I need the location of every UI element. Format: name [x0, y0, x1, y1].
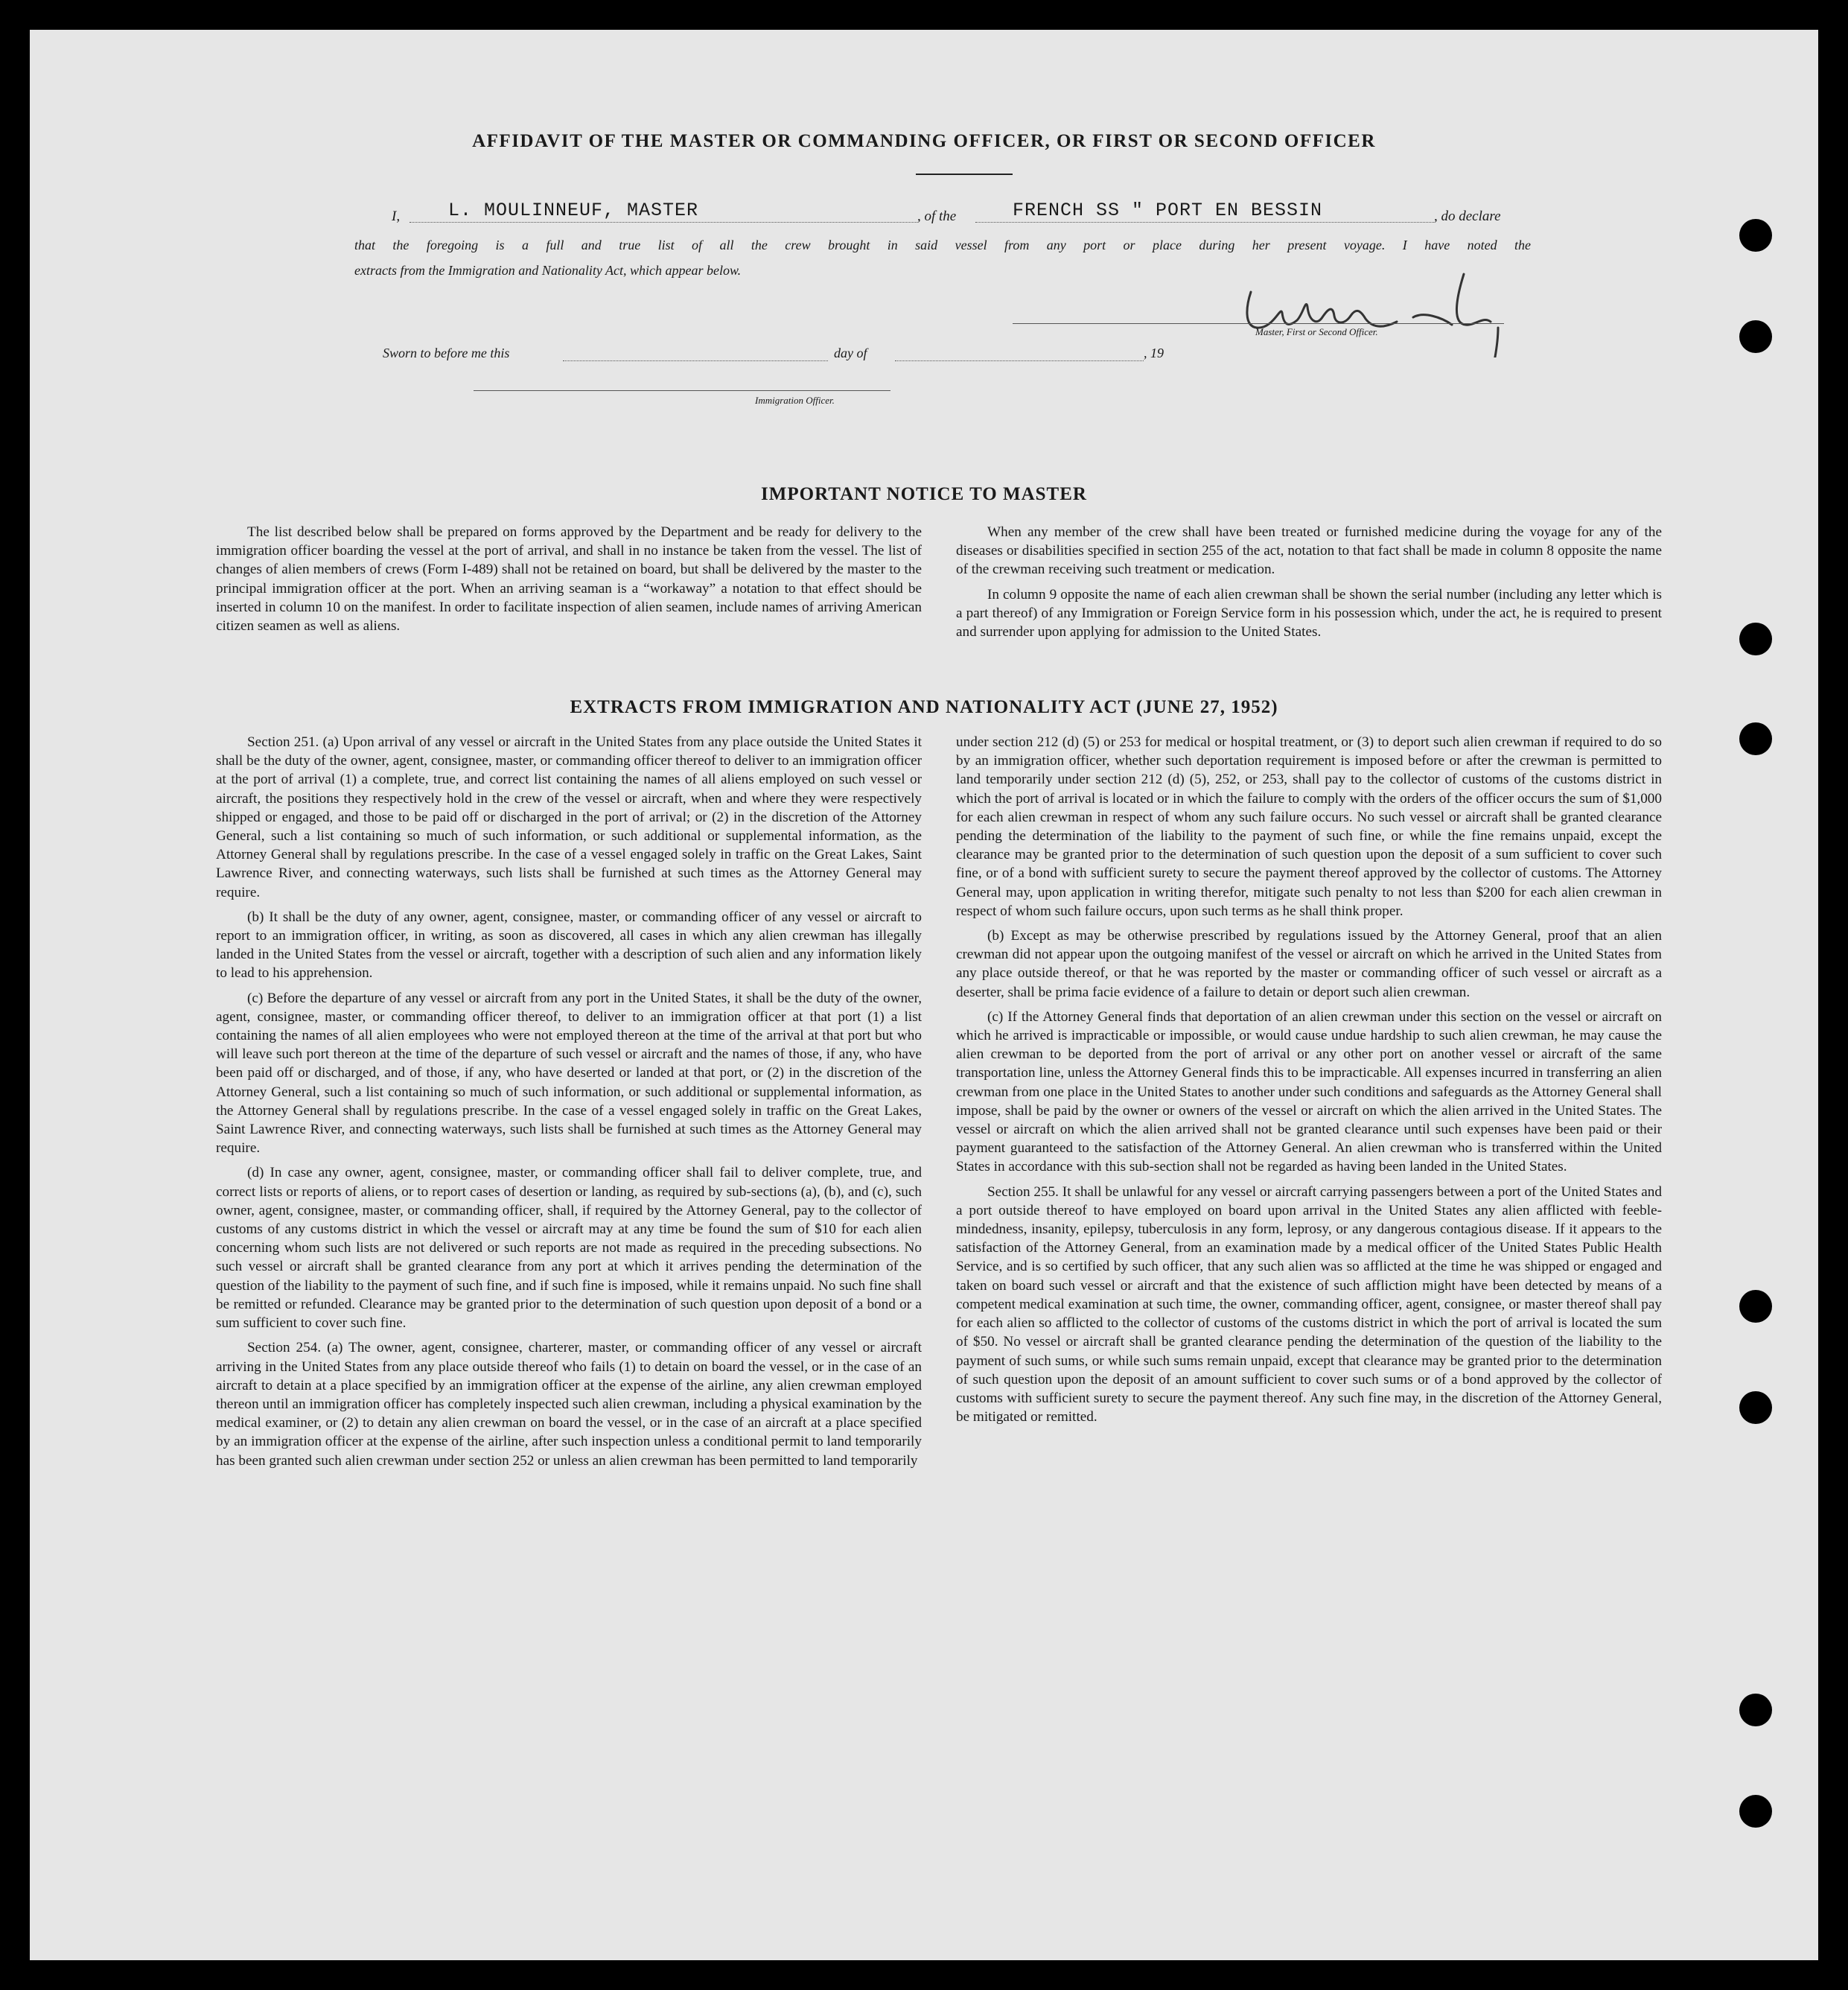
- statement-line-1: that the foregoing is a full and true list of all the crew brought in said vessel from any port or place during her present voyage. I have noted the: [354, 238, 1531, 252]
- year-label: , 19: [1144, 346, 1164, 360]
- notice-right-paragraph-2: In column 9 opposite the name of each alien crewman shall be shown the serial number (including any letter which is a part thereof) of any Immigration or Foreign Service form in his possession which, under the act, he is required to present and surrender upon applying for admission to the United States.: [956, 586, 1662, 640]
- section-255: Section 255. It shall be unlawful for any vessel or aircraft carrying passengers between a port of the United States and a port outside thereof to have employed on board upon arrival in the United States any alien afflicted with feeble-mindedness, insanity, epilepsy, tuberculosis in any form, leprosy, or any dangerous contagious disease. If it appears to the satisfaction of the Attorney General, from an examination made by a medical officer of the United States Public Health Service, and is so certified by such officer, that any such alien was so afflicted at the time he was shipped or engaged and taken on board such vessel or aircraft and that the existence of such affliction might have been detected by means of a competent medical examination at such time, the owner, commanding officer, agent, consignee, or master thereof shall pay for each alien so afflicted to the collector of customs of the customs district in which the port of arrival is located the sum of $50. No vessel or aircraft shall be granted clearance pending the determination of the question of the liability to the payment of such sums, or while such sums remain unpaid, except that clearance may be granted prior to the determination of such question upon the deposit of an amount sufficient to cover such sums or of a bond approved by the collector of customs with sufficient surety to secure the payment thereof. Any such fine may, in the discretion of the Attorney General, be mitigated or remitted.: [956, 1183, 1662, 1425]
- sworn-label: Sworn to before me this: [383, 346, 510, 360]
- i-label: I,: [392, 209, 401, 224]
- signature-caption: Master, First or Second Officer.: [1255, 326, 1378, 337]
- extracts-left-column: [216, 733, 922, 1476]
- section-251-b: (b) It shall be the duty of any owner, agent, consignee, master, or commanding officer of any vessel or aircraft to report to an immigration officer, in writing, as soon as discovered, all cases in which any alien crewman has illegally landed in the United States from the vessel or aircraft, together with a description of such alien and any information likely to lead to his apprehension.: [216, 909, 922, 982]
- do-declare-label: , do declare: [1434, 209, 1501, 224]
- punch-hole-icon: [1739, 320, 1772, 353]
- affidavit-title: AFFIDAVIT OF THE MASTER OR COMMANDING OFFICER, OR FIRST OR SECOND OFFICER: [472, 131, 1376, 151]
- punch-hole-icon: [1739, 1391, 1772, 1424]
- name-field-line: [410, 222, 917, 223]
- section-251-c: (c) Before the departure of any vessel or aircraft from any port in the United States, it shall be the duty of the owner, agent, consignee, master, or commanding officer thereof, to deliver to an immigration officer at that port (1) a list containing the names of all alien employees who were not employed thereon at the time of the arrival at that port but who will leave such port thereon at the time of the departure of such vessel or aircraft and the names of those, if any, who have been paid off or discharged, and of those, if any, who have deserted or landed at that port, or (2) in the discretion of the Attorney General, such a list containing so much of such information, or such additional or supplemental information, as the Attorney General shall by regulations prescribe. In the case of a vessel engaged solely in traffic on the Great Lakes, Saint Lawrence River, and connecting waterways, such lists shall be furnished at such times as the Attorney General may require.: [216, 990, 922, 1157]
- vessel-field-line: [975, 222, 1434, 223]
- notice-left-column: [216, 523, 922, 641]
- punch-hole-icon: [1739, 1694, 1772, 1726]
- officer-signature-line: [474, 390, 890, 391]
- extracts-heading: EXTRACTS FROM IMMIGRATION AND NATIONALITY ACT (JUNE 27, 1952): [570, 697, 1278, 717]
- extracts-right-column: [956, 733, 1662, 1432]
- sworn-month-line: [895, 360, 1144, 361]
- document-page: [30, 30, 1818, 1960]
- title-divider: [916, 174, 1013, 175]
- officer-caption: Immigration Officer.: [755, 395, 835, 406]
- day-of-label: day of: [834, 346, 867, 360]
- statement-line-2: extracts from the Immigration and Nationality Act, which appear below.: [354, 263, 742, 278]
- name-field[interactable]: L. MOULINNEUF, MASTER: [448, 200, 699, 221]
- section-254-c: (c) If the Attorney General finds that deportation of an alien crewman under this section on the vessel or aircraft on which he arrived is impracticable or impossible, or would cause undue hardship to such alien crewman, he may cause the alien crewman to be deported from the port of arrival or any other port on another vessel or aircraft of the same transportation line, unless the Attorney General finds this to be impracticable. All expenses incurred in transferring an alien crewman from one place in the United States to another under such conditions and safeguards as the Attorney General shall impose, shall be paid by the owner or owners of the vessel or aircraft on which the alien arrived in the United States. The vessel or aircraft on which the alien arrived shall not be granted clearance until such expenses have been paid or their payment guaranteed to the satisfaction of the Attorney General. An alien crewman who is transferred within the United States in accordance with this sub-section shall not be regarded as having been landed in the United States.: [956, 1008, 1662, 1175]
- punch-hole-icon: [1739, 1290, 1772, 1323]
- section-254-a-continued: under section 212 (d) (5) or 253 for medical or hospital treatment, or (3) to deport such alien crewman if required to do so by an immigration officer, whether such deportation requirement is imposed before or after the crewman is permitted to land temporarily under section 212 (d) (5), 252, or 253, shall pay to the collector of customs of the customs district in which the port of arrival is located or in which the failure to comply with the orders of the officer occurs the sum of $1,000 for each alien crewman in respect of whom any such failure occurs. No such vessel or aircraft shall be granted clearance pending the determination of the liability to the payment of such fine, or while the fine remains unpaid, except the clearance may be granted prior to the determination of such question upon the deposit of a sum sufficient to cover such fine, or of a bond with sufficient surety to secure the payment thereof approved by the collector of customs. The Attorney General may, upon application in writing therefor, mitigate such penalty to not less than $200 for each alien crewman in respect of whom such failure occurs, upon such terms as he shall think proper.: [956, 734, 1662, 919]
- sworn-day-line: [563, 360, 828, 361]
- vessel-field[interactable]: FRENCH SS " PORT EN BESSIN: [1013, 200, 1323, 221]
- punch-hole-icon: [1739, 623, 1772, 655]
- notice-heading: IMPORTANT NOTICE TO MASTER: [761, 484, 1087, 504]
- punch-hole-icon: [1739, 219, 1772, 252]
- punch-hole-icon: [1739, 1795, 1772, 1828]
- notice-left-paragraph: The list described below shall be prepared on forms approved by the Department and be ready for delivery to the immigration officer boarding the vessel at the port of arrival, and shall in no instance be taken from the vessel. The list of changes of alien members of crews (Form I-489) shall not be retained on board, but shall be delivered by the master to the principal immigration officer at the port. When an arriving seaman is a “workaway” a notation to that effect should be inserted in column 10 on the manifest. In order to facilitate inspection of alien seamen, include names of arriving American citizen seamen as well as aliens.: [216, 524, 922, 635]
- notice-right-column: [956, 523, 1662, 647]
- section-251-a: Section 251. (a) Upon arrival of any vessel or aircraft in the United States from any place outside the United States it shall be the duty of the owner, agent, consignee, master, or commanding officer thereof to deliver to an immigration officer at the port of arrival (1) a complete, true, and correct list containing the names of all aliens employed on such vessel or aircraft, the positions they respectively hold in the crew of the vessel or aircraft, when and where they were respectively shipped or engaged, and those to be paid off or discharged in the port of arrival; or (2) in the discretion of the Attorney General, such a list containing so much of such information, or such additional or supplemental information, as the Attorney General shall by regulations prescribe. In the case of a vessel engaged solely in traffic on the Great Lakes, Saint Lawrence River, and connecting waterways, such lists shall be furnished at such times as the Attorney General may require.: [216, 734, 922, 900]
- punch-hole-icon: [1739, 722, 1772, 755]
- of-the-label: , of the: [917, 209, 957, 224]
- handwritten-signature: [1229, 253, 1541, 357]
- signature-line: [1013, 323, 1504, 324]
- notice-right-paragraph-1: When any member of the crew shall have been treated or furnished medicine during the voyage for any of the diseases or disabilities specified in section 255 of the act, notation to that fact shall be made in column 8 opposite the name of the crewman receiving such treatment or medication.: [956, 524, 1662, 578]
- section-251-d: (d) In case any owner, agent, consignee, master, or commanding officer shall fail to deliver complete, true, and correct lists or reports of aliens, or to report cases of desertion or landing, as required by sub-sections (a), (b), and (c), such owner, agent, consignee, master, or commanding officer, shall, if required by the Attorney General, pay to the collector of customs of any customs district in which the vessel or aircraft may at any time be found the sum of $10 for each alien concerning whom such lists are not delivered or such reports are not made as required in the preceding subsections. No such vessel or aircraft shall be granted clearance from any port at which it arrives pending the determination of the question of the liability to the payment of such fine, and if such fine is imposed, while it remains unpaid. No such fine shall be remitted or refunded. Clearance may be granted prior to the determination of such question upon deposit of a bond or a sum sufficient to cover such fine.: [216, 1165, 922, 1332]
- section-254-b: (b) Except as may be otherwise prescribed by regulations issued by the Attorney General, proof that an alien crewman did not appear upon the outgoing manifest of the vessel or aircraft on which he arrived in the United States from any place outside thereof, or that he was reported by the master or commanding officer of such vessel or aircraft as a deserter, shall be prima facie evidence of a failure to detain or deport such alien crewman.: [956, 928, 1662, 1000]
- section-254-a: Section 254. (a) The owner, agent, consignee, charterer, master, or commanding officer of any vessel or aircraft arriving in the United States from any place outside thereof who fails (1) to detain on board the vessel, or in the case of an aircraft to detain at a place specified by an immigration officer at the expense of the airline, any alien crewman employed thereon until an immigration officer has completely inspected such alien crewman, including a physical examination by the medical examiner, or (2) to detain any alien crewman on board the vessel, or in the case of an aircraft at a place specified by an immigration officer at the expense of the airline, after such inspection unless a conditional permit to land temporarily has been granted such alien crewman under section 252 or unless an alien crewman has been permitted to land temporarily: [216, 1340, 922, 1469]
